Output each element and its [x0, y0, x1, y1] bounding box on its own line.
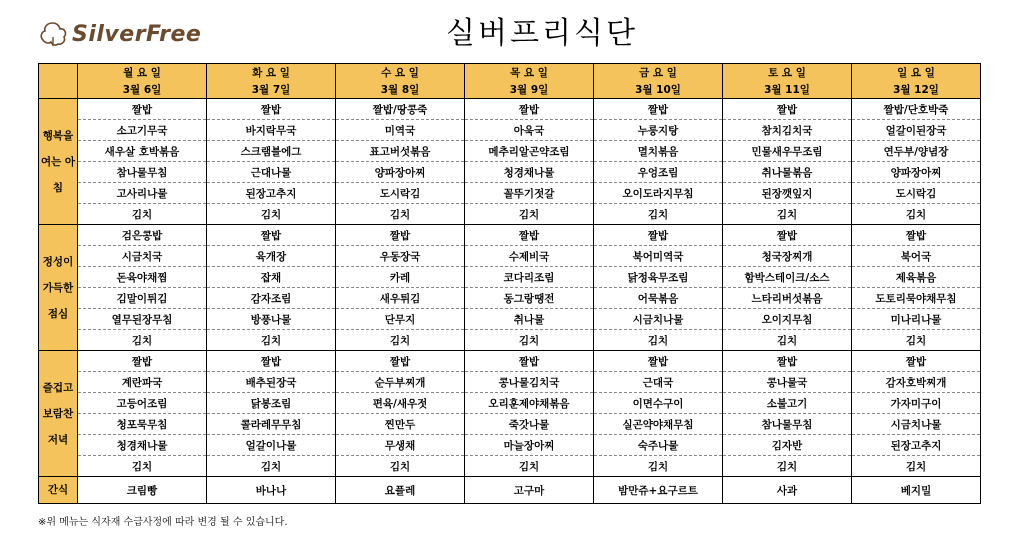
- menu-cell: 시금치나물: [852, 414, 981, 435]
- menu-row: [39, 246, 981, 267]
- menu-cell: 취나물볶음: [723, 162, 852, 183]
- menu-cell: 수제비국: [465, 246, 594, 267]
- menu-cell: 김치: [723, 330, 852, 351]
- menu-cell: 김치: [336, 456, 465, 477]
- menu-cell: 북어미역국: [594, 246, 723, 267]
- snack-label: 간식: [39, 477, 78, 504]
- menu-cell: 고사리나물: [78, 183, 207, 204]
- menu-row: [39, 372, 981, 393]
- menu-cell: 된장고추지: [852, 435, 981, 456]
- menu-cell: 짤밥: [336, 225, 465, 246]
- snack-cell: 고구마: [465, 477, 594, 504]
- menu-row: [39, 288, 981, 309]
- menu-cell: 도토리묵야채무침: [852, 288, 981, 309]
- menu-cell: 짤밥: [78, 351, 207, 372]
- menu-cell: 도시락김: [336, 183, 465, 204]
- menu-cell: 근대국: [594, 372, 723, 393]
- menu-cell: 카레: [336, 267, 465, 288]
- menu-cell: 짤밥: [723, 99, 852, 120]
- menu-cell: 김치: [78, 204, 207, 225]
- menu-cell: 짤밥: [465, 351, 594, 372]
- menu-cell: 짤밥: [723, 225, 852, 246]
- menu-cell: 참나물무침: [78, 162, 207, 183]
- date-header: 3월 9일: [465, 81, 594, 99]
- weekday-header: 화 요 일: [207, 64, 336, 82]
- menu-cell: 소고기무국: [78, 120, 207, 141]
- menu-cell: 김치: [207, 456, 336, 477]
- menu-cell: 짤밥: [207, 99, 336, 120]
- menu-cell: 아욱국: [465, 120, 594, 141]
- menu-cell: 누룽지탕: [594, 120, 723, 141]
- menu-cell: 감자호박찌개: [852, 372, 981, 393]
- menu-cell: 김치: [78, 456, 207, 477]
- menu-cell: 돈육야채찜: [78, 267, 207, 288]
- menu-cell: 메추리알곤약조림: [465, 141, 594, 162]
- menu-row: [39, 162, 981, 183]
- weekday-header: 금 요 일: [594, 64, 723, 82]
- menu-cell: 얼갈이된장국: [852, 120, 981, 141]
- menu-cell: 실곤약야채무침: [594, 414, 723, 435]
- menu-cell: 닭봉조림: [207, 393, 336, 414]
- menu-cell: 방풍나물: [207, 309, 336, 330]
- menu-cell: 청경채나물: [78, 435, 207, 456]
- menu-cell: 청국장찌개: [723, 246, 852, 267]
- menu-cell: 짤밥: [594, 225, 723, 246]
- menu-cell: 닭정육무조림: [594, 267, 723, 288]
- menu-cell: 김말이튀김: [78, 288, 207, 309]
- menu-cell: 김치: [207, 330, 336, 351]
- weekday-header: 목 요 일: [465, 64, 594, 82]
- menu-cell: 새우살 호박볶음: [78, 141, 207, 162]
- menu-cell: 김치: [594, 204, 723, 225]
- menu-cell: 바지락무국: [207, 120, 336, 141]
- snack-cell: 크림빵: [78, 477, 207, 504]
- menu-cell: 양파장아찌: [852, 162, 981, 183]
- date-header: 3월 8일: [336, 81, 465, 99]
- snack-cell: 베지밀: [852, 477, 981, 504]
- menu-row: [39, 393, 981, 414]
- date-header: 3월 10일: [594, 81, 723, 99]
- date-header: 3월 6일: [78, 81, 207, 99]
- menu-cell: 참나물무침: [723, 414, 852, 435]
- meal-label: 정성이 가득한 점심: [39, 225, 78, 351]
- date-header: 3월 12일: [852, 81, 981, 99]
- menu-cell: 얼갈이나물: [207, 435, 336, 456]
- snack-cell: 바나나: [207, 477, 336, 504]
- weekday-header: 월 요 일: [78, 64, 207, 82]
- menu-row: [39, 414, 981, 435]
- menu-cell: 짤밥/땅콩죽: [336, 99, 465, 120]
- menu-row: [39, 141, 981, 162]
- menu-cell: 청경채나물: [465, 162, 594, 183]
- menu-cell: 콩나물국: [723, 372, 852, 393]
- menu-cell: 소불고기: [723, 393, 852, 414]
- meal-label: 행복을 여는 아침: [39, 99, 78, 225]
- menu-cell: 짤밥: [594, 351, 723, 372]
- menu-cell: 제육볶음: [852, 267, 981, 288]
- menu-cell: 죽갓나물: [465, 414, 594, 435]
- menu-cell: 김치: [852, 330, 981, 351]
- menu-cell: 참치김치국: [723, 120, 852, 141]
- menu-cell: 감자조림: [207, 288, 336, 309]
- menu-cell: 짤밥: [207, 351, 336, 372]
- menu-cell: 고등어조림: [78, 393, 207, 414]
- menu-cell: 된장깻잎지: [723, 183, 852, 204]
- menu-cell: 꼴뚜기젓갈: [465, 183, 594, 204]
- menu-cell: 짤밥: [852, 225, 981, 246]
- menu-cell: 오이지무침: [723, 309, 852, 330]
- menu-cell: 열무된장무침: [78, 309, 207, 330]
- menu-row: [39, 309, 981, 330]
- menu-cell: 양파장아찌: [336, 162, 465, 183]
- menu-row: [39, 351, 981, 372]
- menu-cell: 북어국: [852, 246, 981, 267]
- menu-table: [38, 63, 981, 504]
- header-corner: [39, 64, 78, 99]
- menu-cell: 찐만두: [336, 414, 465, 435]
- menu-cell: 김치: [465, 204, 594, 225]
- footnote: ※위 메뉴는 식자재 수급사정에 따라 변경 될 수 있습니다.: [38, 517, 288, 528]
- menu-cell: 스크램블에그: [207, 141, 336, 162]
- menu-cell: 김자반: [723, 435, 852, 456]
- menu-cell: 육개장: [207, 246, 336, 267]
- menu-row: [39, 435, 981, 456]
- menu-cell: 김치: [465, 330, 594, 351]
- weekday-header: 수 요 일: [336, 64, 465, 82]
- page-title: 실버프리식단: [446, 16, 638, 51]
- menu-row: [39, 456, 981, 477]
- snack-row: [39, 477, 981, 504]
- menu-cell: 이면수구이: [594, 393, 723, 414]
- menu-cell: 우동장국: [336, 246, 465, 267]
- menu-cell: 새우튀김: [336, 288, 465, 309]
- menu-cell: 짤밥/단호박죽: [852, 99, 981, 120]
- menu-cell: 코다리조림: [465, 267, 594, 288]
- menu-cell: 느타리버섯볶음: [723, 288, 852, 309]
- weekday-header: 일 요 일: [852, 64, 981, 82]
- menu-cell: 근대나물: [207, 162, 336, 183]
- menu-cell: 청포묵무침: [78, 414, 207, 435]
- menu-cell: 김치: [336, 330, 465, 351]
- menu-cell: 된장고추지: [207, 183, 336, 204]
- menu-cell: 단무지: [336, 309, 465, 330]
- weekday-header: 토 요 일: [723, 64, 852, 82]
- logo-text: SilverFree: [72, 21, 202, 47]
- menu-cell: 함박스테이크/소스: [723, 267, 852, 288]
- menu-row: [39, 99, 981, 120]
- menu-cell: 오이도라지무침: [594, 183, 723, 204]
- menu-cell: 어묵볶음: [594, 288, 723, 309]
- header-row-weekday: [39, 64, 981, 82]
- menu-row: [39, 183, 981, 204]
- snack-cell: 요플레: [336, 477, 465, 504]
- date-header: 3월 11일: [723, 81, 852, 99]
- menu-cell: 미나리나물: [852, 309, 981, 330]
- meal-label: 즐겁고 보람찬 저녁: [39, 351, 78, 477]
- menu-row: [39, 225, 981, 246]
- menu-cell: 무생채: [336, 435, 465, 456]
- menu-cell: 짤밥: [465, 99, 594, 120]
- menu-cell: 숙주나물: [594, 435, 723, 456]
- menu-cell: 김치: [723, 204, 852, 225]
- snack-cell: 밤만쥬+요구르트: [594, 477, 723, 504]
- menu-cell: 오리훈제야채볶음: [465, 393, 594, 414]
- menu-cell: 짤밥: [207, 225, 336, 246]
- menu-cell: 민물새우무조림: [723, 141, 852, 162]
- menu-cell: 짤밥: [723, 351, 852, 372]
- menu-cell: 짤밥: [336, 351, 465, 372]
- menu-cell: 마늘장아찌: [465, 435, 594, 456]
- menu-cell: 짤밥: [465, 225, 594, 246]
- menu-cell: 콩나물김치국: [465, 372, 594, 393]
- menu-cell: 짤밥: [78, 99, 207, 120]
- menu-cell: 김치: [336, 204, 465, 225]
- menu-cell: 도시락김: [852, 183, 981, 204]
- date-header: 3월 7일: [207, 81, 336, 99]
- menu-cell: 우엉조림: [594, 162, 723, 183]
- menu-cell: 동그랑땡전: [465, 288, 594, 309]
- menu-cell: 순두부찌개: [336, 372, 465, 393]
- menu-cell: 편육/새우젓: [336, 393, 465, 414]
- menu-cell: 연두부/양념장: [852, 141, 981, 162]
- menu-cell: 김치: [852, 456, 981, 477]
- menu-cell: 계란파국: [78, 372, 207, 393]
- menu-cell: 김치: [852, 204, 981, 225]
- menu-cell: 짤밥: [594, 99, 723, 120]
- snack-cell: 사과: [723, 477, 852, 504]
- menu-cell: 짤밥: [852, 351, 981, 372]
- menu-cell: 김치: [594, 330, 723, 351]
- menu-cell: 시금치나물: [594, 309, 723, 330]
- header-row-date: [39, 81, 981, 99]
- menu-cell: 콜라레무무침: [207, 414, 336, 435]
- menu-cell: 김치: [594, 456, 723, 477]
- menu-row: [39, 330, 981, 351]
- menu-cell: 표고버섯볶음: [336, 141, 465, 162]
- menu-cell: 김치: [207, 204, 336, 225]
- menu-cell: 취나물: [465, 309, 594, 330]
- menu-cell: 가자미구이: [852, 393, 981, 414]
- menu-cell: 시금치국: [78, 246, 207, 267]
- menu-row: [39, 204, 981, 225]
- menu-cell: 검은콩밥: [78, 225, 207, 246]
- menu-cell: 배추된장국: [207, 372, 336, 393]
- menu-cell: 김치: [78, 330, 207, 351]
- menu-row: [39, 267, 981, 288]
- menu-cell: 미역국: [336, 120, 465, 141]
- menu-cell: 김치: [723, 456, 852, 477]
- menu-cell: 멸치볶음: [594, 141, 723, 162]
- menu-cell: 김치: [465, 456, 594, 477]
- menu-row: [39, 120, 981, 141]
- menu-cell: 잡채: [207, 267, 336, 288]
